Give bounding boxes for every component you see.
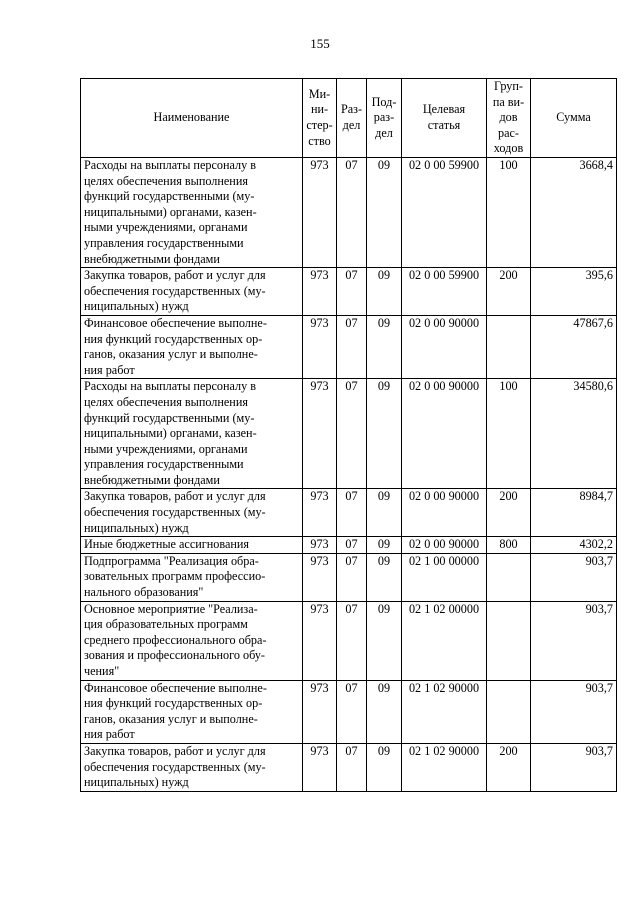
row-name-line: Расходы на выплаты персоналу в	[84, 158, 256, 172]
row-name-line: ния работ	[84, 362, 135, 377]
row-name-line: ниципальных) нужд	[84, 299, 189, 314]
row-name-line: ния функций государственных ор-	[84, 331, 263, 346]
row-name-line: управления государственными	[84, 457, 244, 472]
budget-table	[80, 78, 617, 792]
row-section-cell: 07	[337, 489, 367, 537]
row-subsection-cell: 09	[367, 489, 402, 537]
row-name-line: Расходы на выплаты персоналу в	[84, 379, 256, 394]
row-section-cell: 07	[337, 743, 367, 791]
row-name-line: целях обеспечения выполнения	[84, 173, 248, 188]
row-ministry-cell: 973	[303, 268, 337, 316]
table-row	[81, 537, 617, 554]
row-ministry-cell: 973	[303, 158, 337, 268]
header-line: Раз-	[340, 102, 363, 117]
header-line: ство	[308, 133, 331, 148]
row-section-cell: 07	[337, 268, 367, 316]
row-ministry-cell: 973	[303, 489, 337, 537]
row-section-cell: 07	[337, 601, 367, 680]
header-line: рас-	[498, 125, 519, 140]
row-sum-cell: 903,7	[531, 680, 617, 743]
table-row	[81, 489, 617, 537]
row-ministry-cell: 973	[303, 601, 337, 680]
row-group-cell	[487, 680, 531, 743]
table-row	[81, 680, 617, 743]
row-name-line: нального образования"	[84, 585, 204, 600]
row-group-cell: 200	[487, 743, 531, 791]
row-target-cell: 02 0 00 90000	[402, 489, 487, 537]
row-name-line: ция образовательных программ	[84, 617, 248, 632]
header-line: ходов	[493, 141, 524, 156]
row-name-cell	[81, 537, 303, 554]
row-section-cell: 07	[337, 680, 367, 743]
header-group	[487, 79, 531, 158]
row-name-line: Подпрограмма "Реализация обра-	[84, 553, 259, 568]
table-row	[81, 553, 617, 601]
row-name-cell	[81, 158, 303, 268]
row-name-line: обеспечения государственных (му-	[84, 759, 266, 774]
row-group-cell	[487, 553, 531, 601]
row-name-line: Иные бюджетные ассигнования	[84, 537, 250, 552]
row-section-cell: 07	[337, 537, 367, 554]
row-name-line: ниципальных) нужд	[84, 520, 189, 535]
row-subsection-cell: 09	[367, 268, 402, 316]
row-target-cell: 02 1 02 90000	[402, 743, 487, 791]
header-line: Под-	[371, 94, 397, 109]
row-target-cell: 02 0 00 59900	[402, 158, 487, 268]
row-name-line: ными учреждениями, органами	[84, 220, 248, 235]
row-name-line: ными учреждениями, органами	[84, 441, 248, 456]
table-row	[81, 743, 617, 791]
row-name-line: среднего профессионального обра-	[84, 632, 267, 647]
row-target-cell: 02 1 00 00000	[402, 553, 487, 601]
row-name-cell	[81, 743, 303, 791]
row-name-line: зования и профессионального обу-	[84, 648, 265, 663]
row-sum-cell: 47867,6	[531, 315, 617, 378]
row-name-line: управления государственными	[84, 235, 244, 250]
row-subsection-cell: 09	[367, 743, 402, 791]
row-name-line: функций государственными (му-	[84, 189, 255, 204]
row-subsection-cell: 09	[367, 315, 402, 378]
row-name-line: Финансовое обеспечение выполне-	[84, 315, 267, 330]
row-name-line: ганов, оказания услуг и выполне-	[84, 711, 258, 726]
header-line: статья	[427, 118, 461, 132]
row-name-line: функций государственными (му-	[84, 410, 255, 425]
row-ministry-cell: 973	[303, 680, 337, 743]
row-target-cell: 02 1 02 90000	[402, 680, 487, 743]
row-target-cell: 02 0 00 90000	[402, 379, 487, 489]
row-name-cell	[81, 680, 303, 743]
row-name-line: Основное мероприятие "Реализа-	[84, 601, 258, 616]
row-subsection-cell: 09	[367, 537, 402, 554]
row-subsection-cell: 09	[367, 553, 402, 601]
row-name-line: ганов, оказания услуг и выполне-	[84, 347, 258, 362]
row-name-cell	[81, 601, 303, 680]
header-subsection	[367, 79, 402, 158]
row-name-line: Финансовое обеспечение выполне-	[84, 680, 267, 695]
header-target	[402, 79, 487, 158]
header-row	[81, 79, 617, 158]
row-group-cell: 200	[487, 489, 531, 537]
header-section	[337, 79, 367, 158]
row-sum-cell: 4302,2	[531, 537, 617, 554]
header-line: Груп-	[494, 79, 523, 94]
row-target-cell: 02 0 00 59900	[402, 268, 487, 316]
row-group-cell	[487, 315, 531, 378]
header-line: Целевая	[422, 102, 466, 117]
row-group-cell: 100	[487, 379, 531, 489]
row-name-line: обеспечения государственных (му-	[84, 505, 266, 520]
row-name-cell	[81, 553, 303, 601]
table-row	[81, 158, 617, 268]
row-name-line: чения"	[84, 664, 120, 678]
row-ministry-cell: 973	[303, 537, 337, 554]
row-name-line: целях обеспечения выполнения	[84, 394, 248, 409]
row-ministry-cell: 973	[303, 315, 337, 378]
header-line: дел	[342, 118, 361, 132]
row-name-line: Закупка товаров, работ и услуг для	[84, 489, 266, 504]
row-name-cell	[81, 379, 303, 489]
table-row	[81, 268, 617, 316]
row-name-line: внебюджетными фондами	[84, 251, 220, 266]
row-sum-cell: 903,7	[531, 601, 617, 680]
header-name: Наименование	[81, 79, 303, 158]
row-name-line: ниципальными) органами, казен-	[84, 426, 257, 441]
row-section-cell: 07	[337, 553, 367, 601]
row-name-line: ния функций государственных ор-	[84, 696, 263, 711]
row-target-cell: 02 1 02 00000	[402, 601, 487, 680]
row-group-cell: 200	[487, 268, 531, 316]
row-name-line: обеспечения государственных (му-	[84, 283, 266, 298]
row-subsection-cell: 09	[367, 601, 402, 680]
row-sum-cell: 903,7	[531, 553, 617, 601]
row-ministry-cell: 973	[303, 379, 337, 489]
row-sum-cell: 8984,7	[531, 489, 617, 537]
header-line: ни-	[310, 102, 329, 117]
row-name-line: ниципальных) нужд	[84, 775, 189, 790]
row-sum-cell: 34580,6	[531, 379, 617, 489]
row-name-line: зовательных программ профессио-	[84, 569, 266, 584]
row-sum-cell: 903,7	[531, 743, 617, 791]
row-name-cell	[81, 489, 303, 537]
row-name-line: Закупка товаров, работ и услуг для	[84, 743, 266, 758]
row-group-cell: 100	[487, 158, 531, 268]
row-section-cell: 07	[337, 158, 367, 268]
row-subsection-cell: 09	[367, 379, 402, 489]
row-subsection-cell: 09	[367, 158, 402, 268]
header-line: дов	[499, 110, 518, 125]
row-name-cell	[81, 268, 303, 316]
row-target-cell: 02 0 00 90000	[402, 315, 487, 378]
row-group-cell: 800	[487, 537, 531, 554]
table-row	[81, 601, 617, 680]
header-ministry	[303, 79, 337, 158]
row-sum-cell: 3668,4	[531, 158, 617, 268]
row-name-line: внебюджетными фондами	[84, 472, 220, 487]
row-name-line: ниципальными) органами, казен-	[84, 204, 257, 219]
row-ministry-cell: 973	[303, 553, 337, 601]
row-name-line: Закупка товаров, работ и услуг для	[84, 268, 266, 283]
row-subsection-cell: 09	[367, 680, 402, 743]
row-name-cell	[81, 315, 303, 378]
row-group-cell	[487, 601, 531, 680]
header-line: дел	[375, 125, 393, 140]
header-line: стер-	[306, 118, 333, 132]
header-line: Ми-	[308, 86, 331, 101]
row-section-cell: 07	[337, 315, 367, 378]
table-row	[81, 315, 617, 378]
row-target-cell: 02 0 00 90000	[402, 537, 487, 554]
header-line: па ви-	[492, 94, 525, 109]
table-row	[81, 379, 617, 489]
row-name-line: ния работ	[84, 727, 135, 742]
header-line: раз-	[373, 110, 395, 125]
row-sum-cell: 395,6	[531, 268, 617, 316]
header-sum: Сумма	[531, 79, 617, 158]
row-section-cell: 07	[337, 379, 367, 489]
page-number: 155	[310, 36, 330, 51]
row-ministry-cell: 973	[303, 743, 337, 791]
